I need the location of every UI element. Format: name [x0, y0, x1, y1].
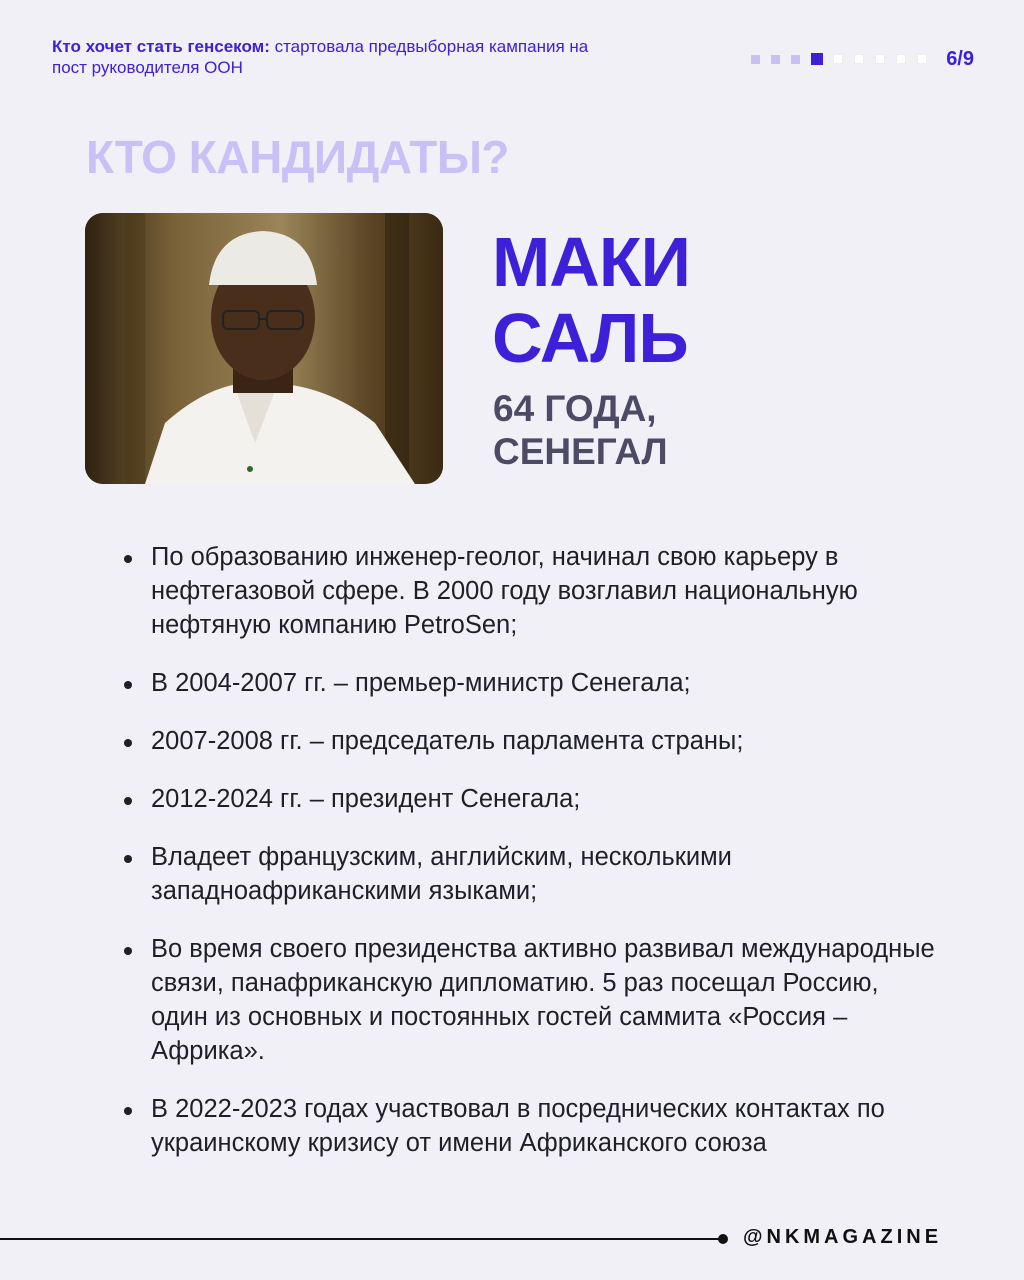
footer-divider [0, 1238, 722, 1240]
header-title-rest: стартовала предвыборная кампания на пост руководителя ООН [52, 37, 589, 77]
progress-dot [875, 54, 885, 64]
footer-handle: @NKMAGAZINE [743, 1226, 943, 1248]
candidate-name-line1: МАКИ [492, 223, 690, 301]
progress-dot [896, 54, 906, 64]
header-title [52, 36, 612, 78]
fact-item: По образованию инженер-геолог, начинал свою карьеру в нефтегазовой сфере. В 2000 году возглавил национальную нефтяную компанию PetroSen; [118, 540, 938, 642]
progress-dot [833, 54, 843, 64]
fact-item: Владеет французским, английским, несколькими западноафриканскими языками; [118, 840, 938, 908]
page-number: 6/9 [946, 48, 974, 70]
progress-dot-active [811, 53, 823, 65]
candidate-name [492, 224, 690, 376]
candidate-country: СЕНЕГАЛ [493, 431, 668, 472]
fact-item: Во время своего президенства активно развивал международные связи, панафриканскую дипломатию. 5 раз посещал Россию, один из основных и постоянных гостей саммита «Россия – Африка». [118, 932, 938, 1068]
progress-dot [854, 54, 864, 64]
footer-divider-dot [718, 1234, 728, 1244]
candidate-name-line2: САЛЬ [492, 299, 688, 377]
fact-item: 2007-2008 гг. – председатель парламента страны; [118, 724, 938, 758]
candidate-age: 64 ГОДА, [493, 388, 657, 429]
section-heading: КТО КАНДИДАТЫ? [86, 131, 510, 183]
facts-list [118, 540, 938, 1184]
progress-dot [917, 54, 927, 64]
fact-item: В 2022-2023 годах участвовал в посреднических контактах по украинскому кризису от имени Африканского союза [118, 1092, 938, 1160]
candidate-photo [85, 213, 443, 484]
header-title-bold: Кто хочет стать генсеком: [52, 37, 270, 56]
progress-dot [751, 55, 760, 64]
candidate-age-country [493, 387, 668, 473]
progress-dot [791, 55, 800, 64]
progress-dot [771, 55, 780, 64]
slide-progress-indicator [751, 52, 938, 66]
fact-item: В 2004-2007 гг. – премьер-министр Сенегала; [118, 666, 938, 700]
fact-item: 2012-2024 гг. – президент Сенегала; [118, 782, 938, 816]
